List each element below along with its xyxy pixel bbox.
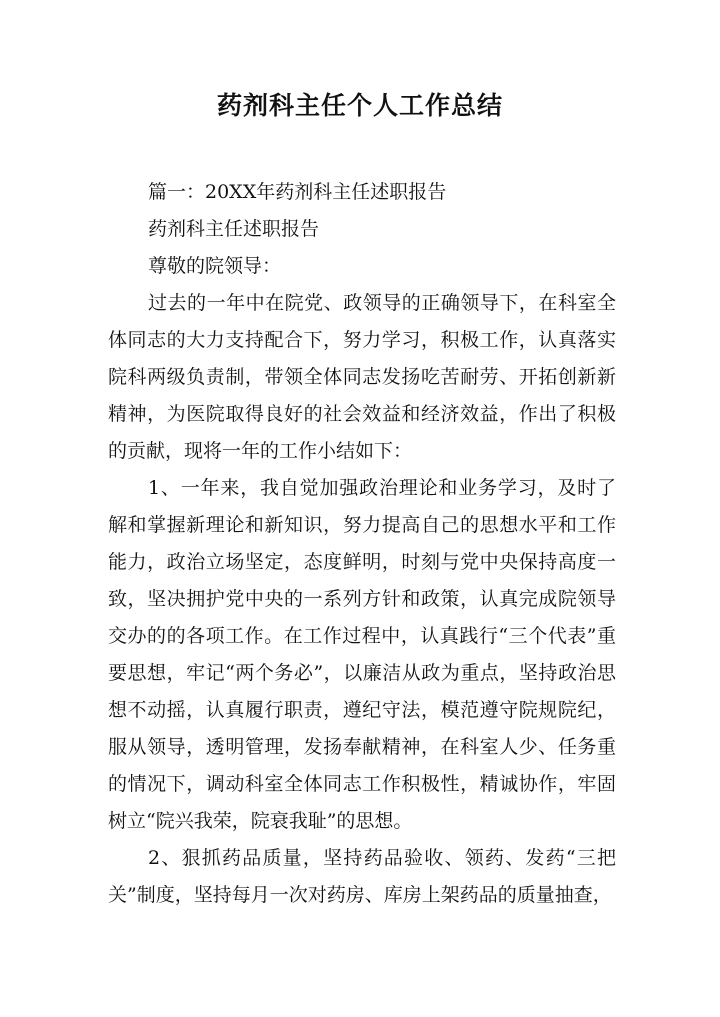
- report-subtitle: 药剂科主任述职报告: [148, 218, 320, 240]
- document-body: [108, 174, 616, 914]
- intro-paragraph: 过去的一年中在院党、政领导的正确领导下，在科室全体同志的大力支持配合下，努力学习，积极工作，认真落实院科两级负责制，带领全体同志发扬吃苦耐劳、开拓创新新精神，为医院取得良好的社会效益和经济效益，作出了积极的贡献，现将一年的工作小结如下：: [108, 292, 616, 462]
- salutation: 尊敬的院领导：: [148, 255, 282, 277]
- section-heading: 篇一：20XX年药剂科主任述职报告: [148, 181, 447, 203]
- point-1-paragraph: 1、一年来，我自觉加强政治理论和业务学习，及时了解和掌握新理论和新知识，努力提高自己的思想水平和工作能力，政治立场坚定，态度鲜明，时刻与党中央保持高度一致，坚决拥护党中央的一系列方针和政策，认真完成院领导交办的的各项工作。在工作过程中，认真践行“三个代表”重要思想，牢记“两个务必”，以廉洁从政为重点，坚持政治思想不动摇，认真履行职责，遵纪守法，模范遵守院规院纪，服从领导，透明管理，发扬奉献精神，在科室人少、任务重的情况下，调动科室全体同志工作积极性，精诚协作，牢固树立“院兴我荣，院衰我耻”的思想。: [108, 477, 616, 832]
- point-2-paragraph: 2、狠抓药品质量，坚持药品验收、领药、发药“三把关”制度，坚持每月一次对药房、库房上架药品的质量抽查，: [108, 847, 616, 906]
- document-title: 药剂科主任个人工作总结: [216, 91, 503, 120]
